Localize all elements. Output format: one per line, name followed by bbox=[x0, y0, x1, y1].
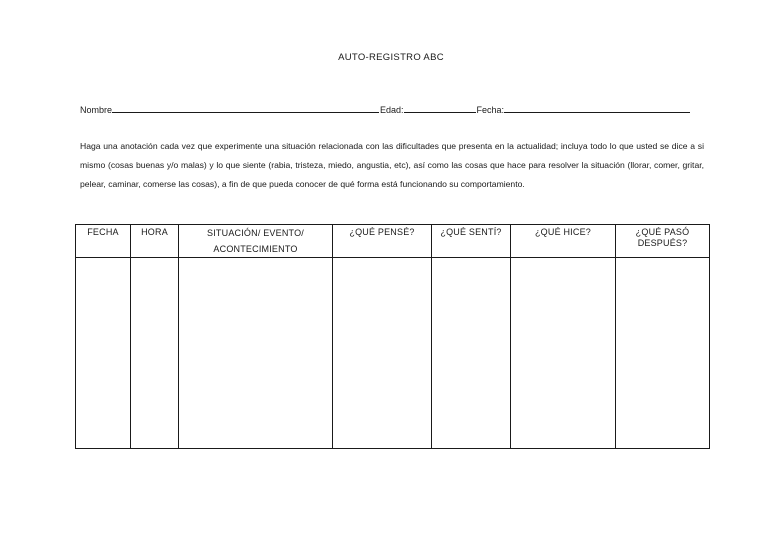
cell-que-pense[interactable] bbox=[333, 258, 432, 449]
table-header-row bbox=[76, 225, 710, 258]
header-hora: HORA bbox=[131, 225, 179, 258]
edad-line bbox=[404, 103, 476, 113]
cell-fecha[interactable] bbox=[76, 258, 131, 449]
header-que-pense: ¿QUÉ PENSÉ? bbox=[333, 225, 432, 258]
nombre-line bbox=[112, 103, 379, 113]
header-situacion: SITUACIÓN/ EVENTO/ ACONTECIMIENTO bbox=[179, 225, 333, 258]
nombre-label: Nombre bbox=[80, 105, 113, 115]
header-que-hice: ¿QUÉ HICE? bbox=[511, 225, 616, 258]
instructions-paragraph: Haga una anotación cada vez que experimente una situación relacionada con las dificultades que presenta en la actualidad; incluya todo lo que usted se dice a si mismo (cosas buenas y/o malas) y lo que siente (rabia, tristeza, miedo, angustia, etc), así como las cosas que hace para resolver la situación (llorar, comer, gritar, pelear, caminar, comerse las cosas), a fin de que pueda conocer de qué forma está funcionando su comportamiento. bbox=[80, 141, 704, 189]
edad-label: Edad: bbox=[380, 105, 404, 115]
document-title: AUTO-REGISTRO ABC bbox=[338, 52, 444, 63]
fecha-label: Fecha: bbox=[476, 105, 505, 115]
fecha-line bbox=[504, 103, 690, 113]
abc-record-table bbox=[75, 224, 710, 449]
cell-situacion[interactable] bbox=[179, 258, 333, 449]
cell-que-senti[interactable] bbox=[432, 258, 511, 449]
header-fecha: FECHA bbox=[76, 225, 131, 258]
cell-que-hice[interactable] bbox=[511, 258, 616, 449]
cell-que-paso-despues[interactable] bbox=[616, 258, 710, 449]
personal-info-fields bbox=[80, 103, 705, 115]
cell-hora[interactable] bbox=[131, 258, 179, 449]
header-que-senti: ¿QUÉ SENTÍ? bbox=[432, 225, 511, 258]
header-que-paso-despues: ¿QUÉ PASÓ DESPUÉS? bbox=[616, 225, 710, 258]
table-row bbox=[76, 258, 710, 449]
